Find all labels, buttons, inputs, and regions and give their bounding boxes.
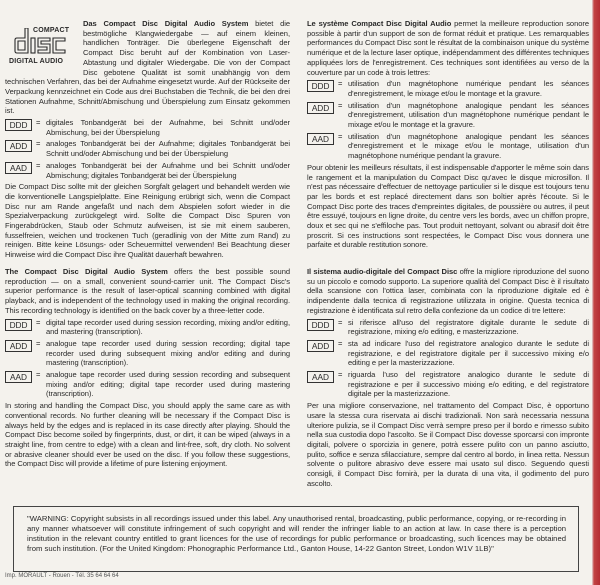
code-description: utilisation d'un magnétophone numérique pendant les séances d'enregistrement, le mixage et/ou le montage et la gravure. xyxy=(348,79,589,98)
code-separator: = xyxy=(36,317,41,327)
code-badge: ADD xyxy=(5,140,32,152)
intro-title: The Compact Disc Digital Audio System xyxy=(5,267,168,276)
copyright-warning-text: "WARNING: Copyright subsists in all recordings issued under this label. Any unauthorised rental, broadcasting, public performance, copying, or re-recording in any manner whatsoever will constitute infringement of such copyright and will render the infringer liable to an action at law. In case there is a perception institution in the relevant country entitled to grant licences for the use of recordings for public performance or broadcasting, such licences may be obtained from such institution. (For the United Kingdom: Phonographic Performance Ltd., Ganton House, 14-22 Ganton Street, London W1V 1LB)" xyxy=(27,514,566,553)
care-paragraph: Die Compact Disc sollte mit der gleichen Sorgfalt gelagert und behandelt werden wie die konventionelle Langspielplatte. Eine Reinigung erübrigt sich, wenn die Compact Disc nur am Rande angefaßt und nach dem Abspielen sofort wieder in die Spezialverpackung zurückgelegt wird. Sollte die Compact Disc Spuren von Fingerabdrücken, Staub oder Schmutz aufweisen, ist sie mit einem sauberen, fusselfreien, weichen und trockenen Tuch (geradlinig von der Mitte zum Rand) zu reinigen. Bitte keine Lösungs- oder Scheuermittel verwenden! Bei Beachtung dieser Hinweise wird die Compact Disc ihre Qualität dauerhaft bewahren. xyxy=(5,182,290,260)
code-row-ddd xyxy=(5,318,290,337)
care-paragraph: Pour obtenir les meilleurs résultats, il est indispensable d'apporter le même soin dans le rangement et la manipulation du Compact Disc qu'avec le disque microsillon. Il n'est pas nécessaire d'effectuer de nettoyage particulier si le disque est toujours tenu par les bords et est replacé directement dans son boîtier après l'écoute. Si le Compact Disc porte des traces d'empreintes digitales, de poussière ou autres, il peut être essuyé, toujours en ligne droite, du centre vers les bords, avec un chiffon propre, doux et sec qui ne s'effiloche pas. Tout produit nettoyant, solvant ou abrasif doit être proscrit. Si ces instructions sont respectées, le Compact Disc vous donnera une parfaite et durable restitution sonore. xyxy=(307,162,589,250)
code-row-ddd xyxy=(307,318,589,337)
code-row-add xyxy=(5,139,290,158)
code-badge: AAD xyxy=(5,371,32,383)
code-separator: = xyxy=(36,160,41,170)
code-separator: = xyxy=(36,118,41,128)
code-badge: AAD xyxy=(5,162,32,174)
intro-title: Das Compact Disc Digital Audio System xyxy=(83,19,249,28)
care-paragraph: Per una migliore conservazione, nel trattamento del Compact Disc, è opportuno usare la stessa cura riservata ai dischi tradizionali. Non sarà necessaria nessuna ulteriore pulizia, se il Compact Disc verrà sempre preso per il bordo e rimesso subito nella sua custodia dopo l'ascolto. Se il Compact Disc dovesse sporcarsi con impronte digitali, polvere o sporcizia in genere, potrà essere pulito con un panno asciutto, pulito, soffice e senza sfilacciature, sempre dal centro al bordo, in linea retta. Nessun solvente o pulitore abrasivo deve essere mai usato sul disco. Seguendo questi consigli, il Compact Disc fornirà, per la durata di una vita, il godimento del puro ascolto. xyxy=(307,401,589,488)
code-row-add xyxy=(307,101,589,130)
code-row-add xyxy=(5,339,290,368)
code-description: digital tape recorder used during session recording, mixing and/or editing, and mastering (transcription). xyxy=(46,317,290,337)
copyright-warning-box xyxy=(13,506,579,572)
code-separator: = xyxy=(338,79,343,89)
code-badge: DDD xyxy=(307,319,334,331)
code-badge: AAD xyxy=(307,133,334,145)
code-badge: DDD xyxy=(5,319,32,331)
code-badge: ADD xyxy=(5,340,32,352)
code-row-aad xyxy=(307,132,589,161)
code-badge: AAD xyxy=(307,371,334,383)
code-badge: DDD xyxy=(307,80,334,92)
code-badge: ADD xyxy=(307,340,334,352)
code-row-add xyxy=(307,339,589,368)
disc-logo-icon xyxy=(14,28,75,54)
code-description: analoges Tonbandgerät bei der Aufnahme und bei Schnitt und/oder Abmischung; digitales Tonbandgerät bei der Überspielung xyxy=(46,160,290,180)
code-description: analoges Tonbandgerät bei der Aufnahme; digitales Tonbandgerät bei Schnitt und/oder Abmischung und bei der Überspielung xyxy=(46,139,290,159)
code-row-aad xyxy=(5,370,290,399)
code-description: digitales Tonbandgerät bei der Aufnahme, bei Schnitt und/oder Abmischung, bei der Überspielung xyxy=(46,118,290,137)
code-description: sta ad indicare l'uso del registratore analogico durante le sedute di registrazione, e del registratore digitale per il successivo mixing e/o editing e per la masterizzazione. xyxy=(348,338,589,368)
care-paragraph: In storing and handling the Compact Disc, you should apply the same care as with conventional records. No further cleaning will be necessary if the Compact Disc is always held by the edges and is replaced in its case directly after playing. Should the Compact Disc become soiled by fingerprints, dust, or dirt, it can be wiped (always in a straight line, from centre to edge) with a clean and lint-free, soft, dry cloth. No solvent or abrasive cleaner should ever be used on the disc. If you follow these suggestions, the Compact Disc will provide a lifetime of pure listening enjoyment. xyxy=(5,401,290,469)
code-description: riguarda l'uso del registratore analogico durante le sedute di registrazione e per il successivo mixing e/o editing, e del registratore digitale per la masterizzazione. xyxy=(348,370,589,399)
compact-disc-logo xyxy=(3,21,75,73)
code-description: analogue tape recorder used during session recording and subsequent mixing and/or editing; digital tape recorder used during mastering (transcription). xyxy=(46,370,290,399)
logo-compact-text: COMPACT xyxy=(33,27,70,34)
code-separator: = xyxy=(338,370,343,380)
section-german xyxy=(5,19,290,262)
intro-text: bietet die bestmögliche Klangwiedergabe — auf einem kleinen, handlichen Tonträger. Die überlegene Eigenschaft der Compact Disc beruht auf der Kombination von Laser-Abtastung und digitaler Wiedergabe. Die von der Compact Disc gebotene Qualität ist somit unabhängig von dem technischen Verfahren, das bei der Aufnahme eingesetzt wurde. Auf der Rückseite der Verpackung kennzeichnet ein Code aus drei Buchstaben die Technik, die bei den drei Stationen Aufnahme, Schnitt/Abmischung und Überspielung zum Einsatz gekommen ist. xyxy=(5,19,290,116)
intro-text: offers the best possible sound reproduction — on a small, convenient sound-carrier unit. The Compact Disc's superior performance is the result of laser-optical scanning combined with digital playback, and is independent of the technology used in making the original recording. This recording technology is identified on the back cover by a three-letter code. xyxy=(5,267,290,315)
section-english xyxy=(5,267,290,471)
logo-digital-audio-text: DIGITAL AUDIO xyxy=(9,58,64,65)
red-page-edge xyxy=(592,0,600,585)
code-badge: DDD xyxy=(5,119,32,131)
code-row-ddd xyxy=(5,118,290,137)
intro-paragraph xyxy=(307,19,589,77)
code-badge: ADD xyxy=(307,102,334,114)
section-french xyxy=(307,19,589,252)
code-separator: = xyxy=(36,370,41,380)
code-row-aad xyxy=(307,370,589,399)
code-separator: = xyxy=(338,338,343,348)
intro-text: permet la meilleure reproduction sonore possible à partir d'un support de son de format réduit et pratique. Les remarquables performances du Compact Disc sont le résultat de la combinaison unique du système numérique et de la lecture laser optique, indépendamment des différentes techniques appliquées lors de l'enregistrement. Ces techniques sont identifiées au verso de la couverture par un code à trois lettres: xyxy=(307,19,589,77)
intro-title: Il sistema audio-digitale del Compact Disc xyxy=(307,267,458,276)
code-separator: = xyxy=(338,131,343,141)
code-separator: = xyxy=(338,317,343,327)
code-description: si riferisce all'uso del registratore digitale durante le sedute di registrazione, mixing e/o editing, e masterizzazione. xyxy=(348,317,589,337)
code-description: utilisation d'un magnétophone analogique pendant les séances d'enregistrement, utilisation d'un magnétophone numérique pendant le mixage et/ou le montage et la gravure. xyxy=(348,100,589,130)
intro-paragraph xyxy=(5,267,290,316)
code-separator: = xyxy=(338,100,343,110)
code-description: analogue tape recorder used during session recording; digital tape recorder used during subsequent mixing and/or editing and during mastering (transcription). xyxy=(46,338,290,368)
code-row-aad xyxy=(5,161,290,180)
code-separator: = xyxy=(36,139,41,149)
intro-text: offre la migliore riproduzione del suono su un piccolo e comodo supporto. La superiore qualità del Compact Disc è il risultato della scansione con l'ottica laser, combinata con la riproduzione digitale ed è indipendente dalla tecnica di registrazione utilizzata in origine. Questa tecnica di registrazione è identificata sul retro della confezione da un codice di tre lettere: xyxy=(307,267,589,315)
intro-paragraph xyxy=(307,267,589,316)
code-description: utilisation d'un magnétophone analogique pendant les séances d'enregistrement et le mixage et/ou le montage, utilisation d'un magnétophone numérique pendant la gravure. xyxy=(348,131,589,161)
code-row-ddd xyxy=(307,79,589,98)
intro-title: Le système Compact Disc Digital Audio xyxy=(307,19,452,28)
printer-imprint: Imp. MORAULT - Rouen - Tél. 35 64 64 64 xyxy=(5,573,119,579)
section-italian xyxy=(307,267,589,490)
code-separator: = xyxy=(36,338,41,348)
